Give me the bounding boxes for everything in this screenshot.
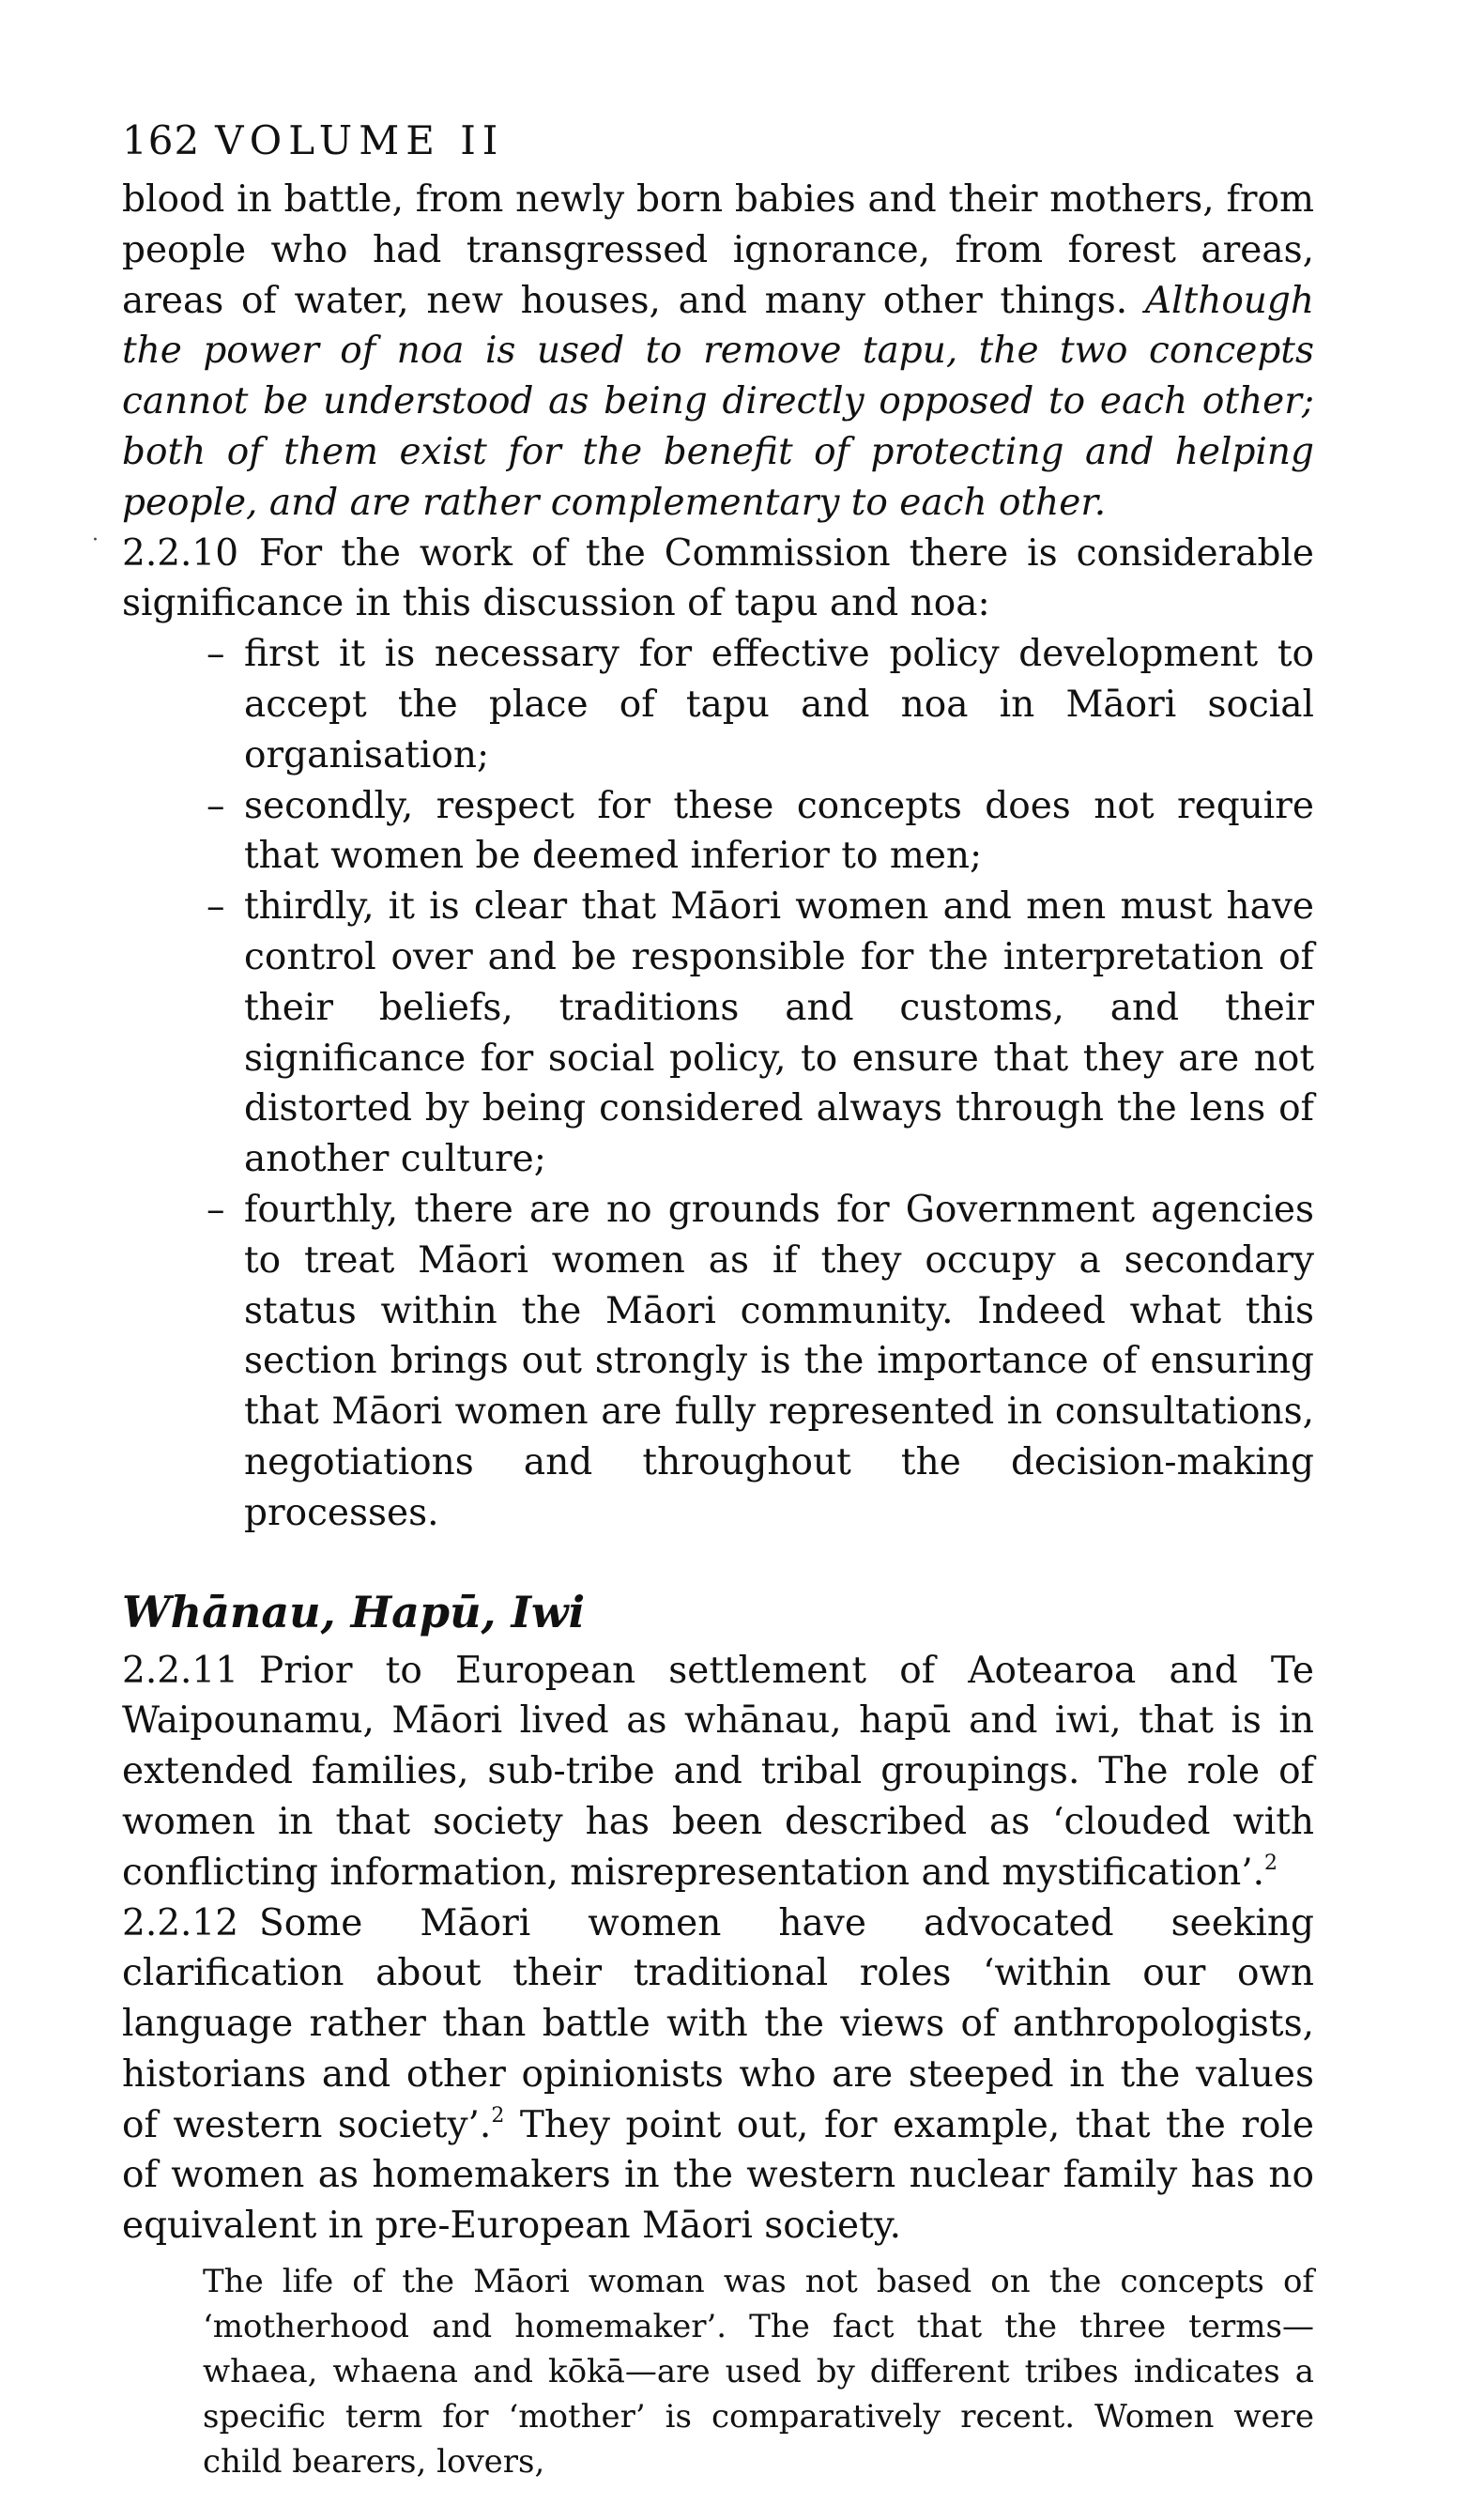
paragraph-number: 2.2.12 [122, 1901, 239, 1944]
text-column [122, 113, 1314, 2484]
paragraph-2-2-12 [122, 1898, 1314, 2252]
page-number: 162 [122, 117, 201, 163]
paragraph-text: Prior to European settlement of Aotearoa and Te Waipounamu, Māori lived as whānau, hapū and iwi, that is in extended families, sub-tribe and tribal groupings. The role of women in that society has been described as ‘clouded with conflicting information, misrepresentation and mystification’. [122, 1649, 1314, 1894]
margin-mark: · [92, 529, 99, 552]
list-dash: – [207, 885, 225, 929]
paragraph-text-continued: They point out, for example, that the role of women as homemakers in the western nuclear family has no equivalent in pre-European Māori society. [122, 2103, 1314, 2248]
paragraph-text: For the work of the Commission there is considerable significance in this discussion of tapu and noa: [122, 531, 1314, 625]
list-item [207, 629, 1314, 780]
list-dash: – [207, 1188, 225, 1231]
list-item-text: fourthly, there are no grounds for Government agencies to treat Māori women as if they occupy a secondary status within the Māori community. Indeed what this section brings out strongly is the importance of ensuring that Māori women are fully represented in consultations, negotiations and throughout the decision-making processes. [244, 1188, 1314, 1534]
list-item [207, 1185, 1314, 1539]
significance-list [122, 629, 1314, 1538]
list-item-text: thirdly, it is clear that Māori women and men must have control over and be responsible for the interpretation of their beliefs, traditions and customs, and their significance for social policy, to ensure that they are not distorted by being considered always through the lens of another culture; [244, 885, 1314, 1181]
list-dash: – [207, 633, 225, 676]
paragraph-text: Some Māori women have advocated seeking clarification about their traditional roles ‘within our own language rather than battle with the views of anthropologists, historians and other opinionists who are steeped in the values of western society’. [122, 1901, 1314, 2146]
paragraph-2-2-11 [122, 1646, 1314, 1898]
paragraph-continued-text: blood in battle, from newly born babies and their mothers, from people who had transgressed ignorance, from forest areas, areas of water, new houses, and many other things. [122, 178, 1314, 322]
volume-label: VOLUME II [215, 117, 505, 163]
paragraph-continued [122, 175, 1314, 529]
running-head [122, 113, 1314, 169]
block-quote: The life of the Māori woman was not based on the concepts of ‘motherhood and homemaker’. The fact that the three terms—whaea, whaena and kōkā—are used by different tribes indicates a specific term for ‘mother’ is comparatively recent. Women were child bearers, lovers, [203, 2263, 1314, 2482]
paragraph-number: 2.2.10 [122, 531, 239, 575]
paragraph-2-2-10 [122, 529, 1314, 630]
list-item-text: secondly, respect for these concepts does not require that women be deemed inferior to men; [244, 784, 1314, 878]
list-item [207, 882, 1314, 1185]
paragraph-number: 2.2.11 [122, 1649, 239, 1692]
list-item-text: first it is necessary for effective policy development to accept the place of tapu and noa in Māori social organisation; [244, 633, 1314, 776]
footnote-marker: 2 [491, 2103, 505, 2128]
footnote-marker: 2 [1264, 1851, 1278, 1875]
section-heading: Whānau, Hapū, Iwi [122, 1586, 586, 1637]
paragraph-continued-italic: Although the power of noa is used to remove tapu, the two concepts cannot be understood as being directly opposed to each other; both of them exist for the benefit of protecting and helping people, and are rather complementary to each other. [122, 279, 1314, 524]
list-dash: – [207, 784, 225, 827]
list-item [207, 781, 1314, 883]
